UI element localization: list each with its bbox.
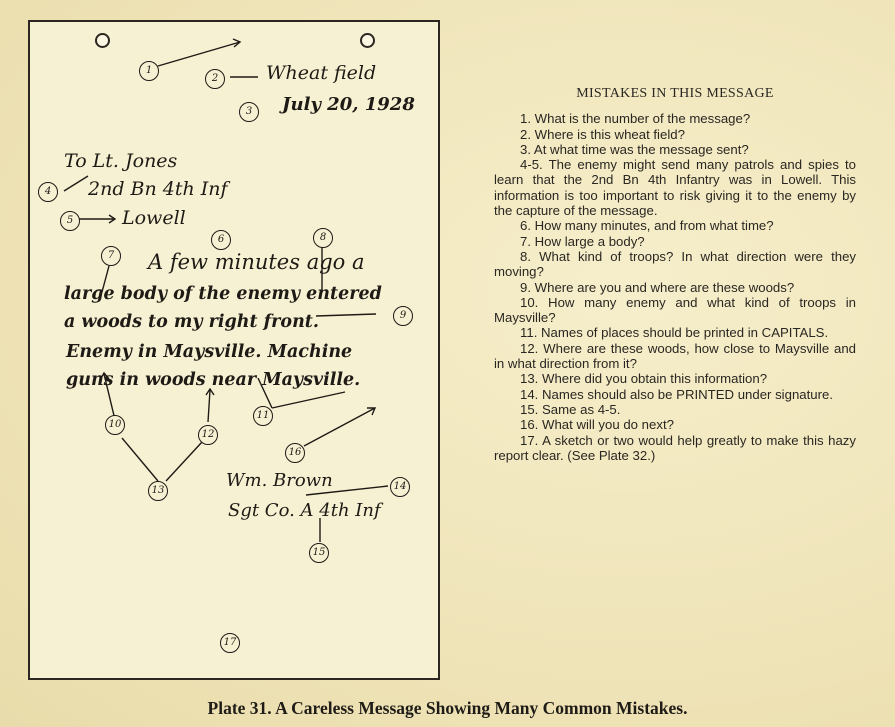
message-form [28,20,440,680]
mistakes-list [494,86,856,463]
signature-unit: Sgt Co. A 4th Inf [228,500,381,521]
marker-3: 3 [239,102,259,122]
marker-17: 17 [220,633,240,653]
mistake-item: 11. Names of places should be printed in CAPITALS. [520,325,829,341]
mistake-item: 3. At what time was the message sent? [520,141,749,157]
mistakes-title: MISTAKES IN THIS MESSAGE [576,86,774,101]
mistake-item: 4-5. The enemy might send many patrols and spies to learn that the 2nd Bn 4th Infantry was in Lowell. This information is too important to risk giving it to the enemy by the capture of the message. [494,157,856,219]
marker-14: 14 [390,477,410,497]
marker-11: 11 [253,406,273,426]
addressee-text: To Lt. Jones [64,150,178,172]
mistake-item: 10. How many enemy and what kind of troops in Maysville? [494,294,856,326]
marker-15: 15 [309,543,329,563]
mistake-item: 17. A sketch or two would help greatly to make this hazy report clear. (See Plate 32.) [494,432,856,463]
wheat-field-text: Wheat field [266,62,377,84]
mistake-item: 9. Where are you and where are these woods? [520,279,795,295]
message-body-line-3: a woods to my right front. [64,312,319,332]
mistake-item: 1. What is the number of the message? [520,111,751,127]
message-body-line-2: large body of the enemy entered [64,284,382,304]
marker-4: 4 [38,182,58,202]
mistake-item: 16. What will you do next? [520,417,674,433]
message-body-line-4: Enemy in Maysville. Machine [66,342,353,362]
mistake-item: 2. Where is this wheat field? [520,126,685,142]
marker-9: 9 [393,306,413,326]
message-body-line-1: A few minutes ago a [148,250,365,274]
marker-10: 10 [105,415,125,435]
marker-5: 5 [60,211,80,231]
mistake-item: 8. What kind of troops? In what direction were they moving? [494,248,856,280]
marker-6: 6 [211,230,231,250]
marker-7: 7 [101,246,121,266]
message-body-line-5: guns in woods near Maysville. [66,370,361,390]
mistake-item: 12. Where are these woods, how close to Maysville and in what direction from it? [494,340,856,372]
unit-text: 2nd Bn 4th Inf [88,178,228,200]
date-text: July 20, 1928 [282,94,415,115]
mistake-item: 14. Names should also be PRINTED under signature. [520,386,833,402]
mistake-item: 13. Where did you obtain this information? [520,371,768,387]
marker-13: 13 [148,481,168,501]
mistake-item: 15. Same as 4-5. [520,401,621,417]
marker-16: 16 [285,443,305,463]
marker-12: 12 [198,425,218,445]
mistake-item: 7. How large a body? [520,233,645,249]
place-text: Lowell [122,207,186,229]
plate-caption: Plate 31. A Careless Message Showing Many Common Mistakes. [207,698,688,718]
signature-name: Wm. Brown [226,470,333,491]
mistake-item: 6. How many minutes, and from what time? [520,218,774,234]
marker-1: 1 [139,61,159,81]
marker-2: 2 [205,69,225,89]
marker-8: 8 [313,228,333,248]
